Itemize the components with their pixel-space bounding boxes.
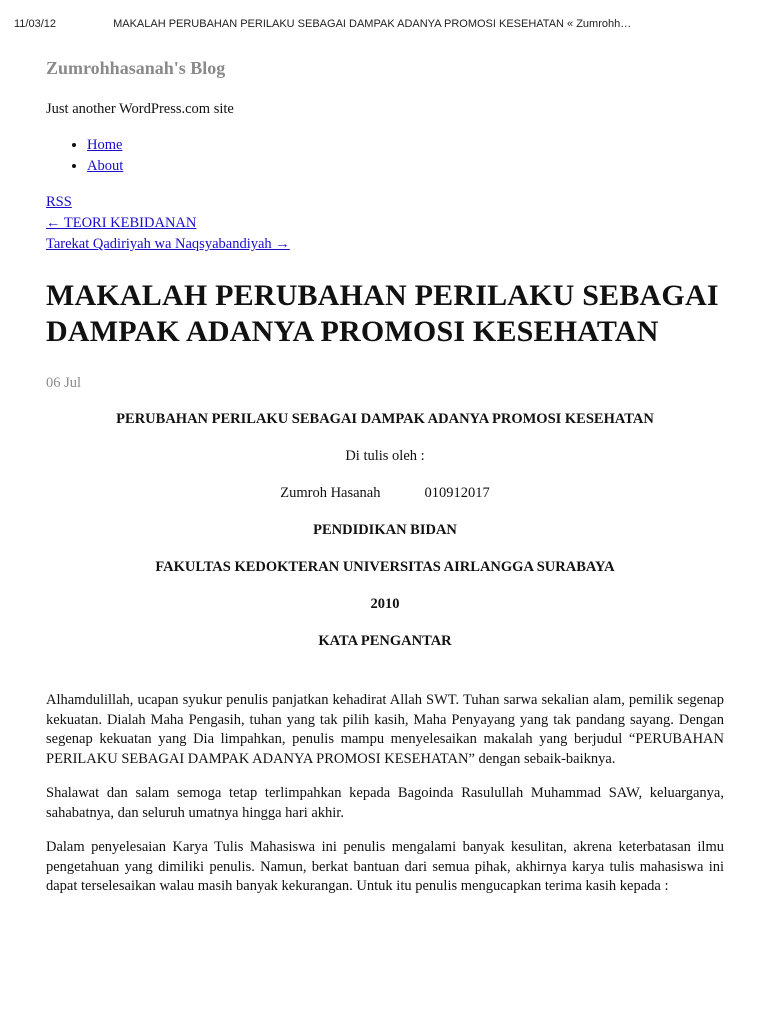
print-date: 11/03/12 [14,18,57,30]
print-header [14,18,754,30]
paragraph-1: Alhamdulillah, ucapan syukur penulis panjatkan kehadirat Allah SWT. Tuhan sarwa sekalian alam, pemilik segenap kekuatan. Dialah Maha Pengasih, tuhan yang tak pilih kasih, Maha Penyayang yang tak pandang sayang. Dengan segenap kekuatan yang Dia limpahkan, penulis mampu menyelesaikan makalah yang berjudul “PERUBAHAN PERILAKU SEBAGAI DAMPAK ADANYA PROMOSI KESEHATAN” dengan sebaik-baiknya. [46,692,724,767]
paragraph-2: Shalawat dan salam semoga tetap terlimpahkan kepada Bagoinda Rasulullah Muhammad SAW, keluarganya, sahabatnya, dan seluruh umatnya hingga hari akhir. [46,785,724,821]
nav-menu [46,135,724,177]
written-by-label: Di tulis oleh : [345,448,425,464]
post-links [46,192,724,255]
blog-title[interactable]: Zumrohhasanah's Blog [46,58,226,78]
year: 2010 [370,596,400,612]
paragraph-3: Dalam penyelesaian Karya Tulis Mahasiswa ini penulis mengalami banyak kesulitan, akrena keterbatasan ilmu pengetahuan yang dimiliki penulis. Namun, berkat bantuan dari semua pihak, akhirnya karya tulis mahasiswa ini dapat terselesaikan walau masih banyak kekurangan. Untuk itu penulis mengucapkan terima kasih kepada : [46,839,724,894]
nav-item-about [87,156,724,177]
nav-link-home[interactable]: Home [87,137,123,153]
next-post-link[interactable]: Tarekat Qadiriyah wa Naqsyabandiyah → [46,236,290,252]
section-title: KATA PENGANTAR [318,633,452,649]
post-title: MAKALAH PERUBAHAN PERILAKU SEBAGAI DAMPAK ADANYA PROMOSI KESEHATAN [46,279,719,348]
print-document-title: MAKALAH PERUBAHAN PERILAKU SEBAGAI DAMPAK ADANYA PROMOSI KESEHATAN « Zumrohh… [113,18,632,30]
author-line [46,483,724,503]
blog-tagline: Just another WordPress.com site [46,101,234,117]
nav-link-about[interactable]: About [87,158,124,174]
previous-post-link[interactable]: ← TEORI KEBIDANAN [46,215,197,231]
author-name: Zumroh Hasanah [280,485,381,501]
nav-item-home [87,135,724,156]
author-id: 010912017 [424,485,490,501]
article-heading: PERUBAHAN PERILAKU SEBAGAI DAMPAK ADANYA PROMOSI KESEHATAN [116,411,654,427]
page-content [46,56,724,897]
program-name: PENDIDIKAN BIDAN [313,522,457,538]
post-date: 06 Jul [46,375,82,391]
faculty-name: FAKULTAS KEDOKTERAN UNIVERSITAS AIRLANGGA SURABAYA [155,559,615,575]
rss-link[interactable]: RSS [46,194,72,210]
